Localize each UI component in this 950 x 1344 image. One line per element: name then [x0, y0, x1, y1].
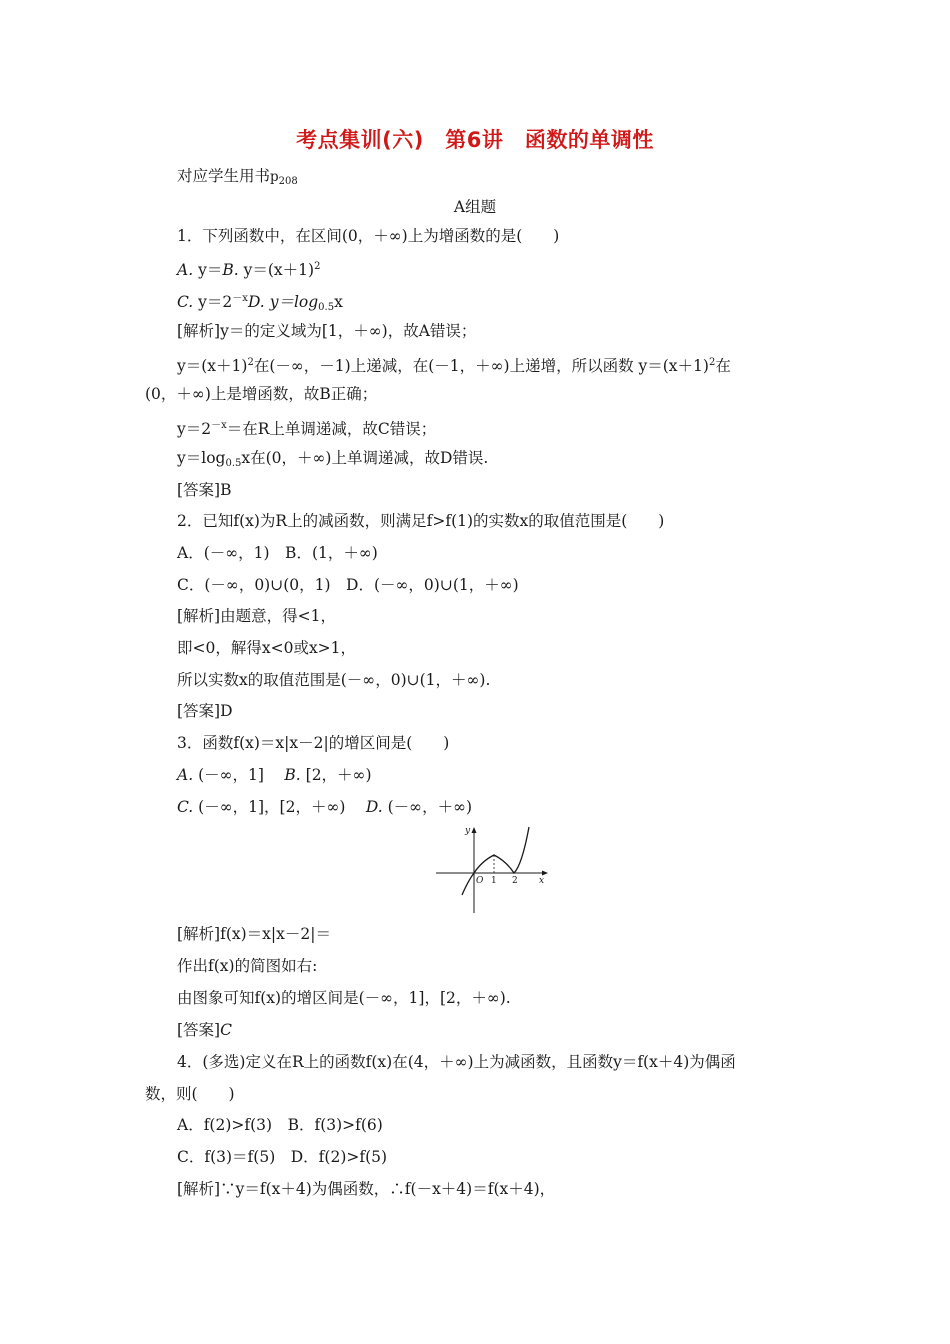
graph-y-label: y: [465, 826, 471, 836]
q1-opt-c-sup: －x: [232, 293, 248, 304]
q3-opt-a-text: (－∞，1]: [198, 766, 264, 784]
q4-analysis-1: [解析]∵y＝f(x＋4)为偶函数，∴f(－x＋4)＝f(x＋4)，: [177, 1180, 556, 1198]
q1-analysis-2-sup1: 2: [247, 357, 254, 368]
q3-opt-a-label: A.: [177, 766, 194, 784]
q1-opt-a-label: A.: [177, 261, 194, 279]
q2-options-ab: A．(－∞，1) B．(1，＋∞): [177, 544, 378, 562]
q3-analysis-3: 由图象可知f(x)的增区间是(－∞，1]，[2，＋∞).: [177, 989, 511, 1007]
q3-options-cd: [177, 796, 472, 818]
q1-opt-a-text: y＝: [198, 261, 223, 279]
q3-opt-b-text: [2，＋∞): [305, 766, 372, 784]
q1-answer: [答案]B: [177, 481, 232, 499]
q1-opt-c-text: y＝2: [198, 293, 233, 311]
q2-analysis-2: 即<0，解得x<0或x>1，: [177, 639, 357, 657]
q3-opt-b-label: B.: [284, 766, 301, 784]
q1-opt-d-tail: x: [334, 293, 343, 311]
header-note: [177, 165, 298, 193]
q2-answer: [答案]D: [177, 702, 233, 720]
q1-opt-b-text: y＝(x＋1): [243, 261, 315, 279]
q1-analysis-4-sup: －x: [211, 420, 227, 431]
q4-options-ab: A．f(2)>f(3) B．f(3)>f(6): [177, 1116, 383, 1134]
q1-analysis-5a: y＝log: [177, 449, 226, 467]
q1-analysis-1: [解析]y＝的定义域为[1，＋∞)，故A错误；: [177, 322, 477, 340]
q2-analysis-1: [解析]由题意，得<1，: [177, 607, 336, 625]
q3-opt-c-label: C.: [177, 798, 194, 816]
header-page: p: [270, 169, 279, 185]
q1-analysis-5b: x在(0，＋∞)上单调递减，故D错误.: [241, 449, 489, 467]
graph-tick-1: 1: [491, 876, 497, 886]
q1-analysis-3: (0，＋∞)上是增函数，故B正确；: [145, 385, 378, 403]
q3-options-ab: [177, 764, 372, 786]
header-note-text: 对应学生用书: [177, 167, 271, 185]
q1-analysis-5-sub: 0.5: [225, 458, 242, 469]
q3-analysis-2: 作出f(x)的简图如右:: [177, 957, 318, 975]
q4-stem-2: 数，则( ): [145, 1085, 235, 1103]
q1-analysis-2: [177, 352, 731, 377]
q3-answer-value: C: [220, 1021, 232, 1039]
q4-options-cd: C．f(3)＝f(5) D．f(2)>f(5): [177, 1148, 388, 1166]
q1-opt-d-label: D.: [247, 293, 265, 311]
q4-stem-1: 4．(多选)定义在R上的函数f(x)在(4，＋∞)上为减函数，且函数y＝f(x＋4)为偶函: [177, 1053, 736, 1071]
q1-analysis-2-sup2: 2: [708, 357, 716, 368]
q1-options-cd: [177, 288, 343, 319]
q1-analysis-4a: y＝2: [177, 420, 212, 438]
q1-analysis-4: [177, 415, 436, 440]
q1-opt-d-text: y＝log: [269, 293, 319, 311]
function-graph: [432, 823, 552, 915]
group-label: A组题: [453, 198, 497, 216]
graph-x-label: x: [539, 876, 545, 886]
q3-answer: [177, 1019, 232, 1041]
y-axis-arrow: [472, 827, 477, 833]
q1-opt-d-sub: 0.5: [318, 302, 335, 313]
graph-origin-label: O: [476, 876, 484, 886]
q1-analysis-5: [177, 447, 488, 475]
q1-analysis-2b: 在(－∞，－1)上递减，在(－1，＋∞)上递增，所以函数 y＝(x＋1): [253, 357, 709, 375]
q2-stem: 2．已知f(x)为R上的减函数，则满足f>f(1)的实数x的取值范围是( ): [177, 512, 665, 530]
q1-opt-c-label: C.: [177, 293, 194, 311]
q1-opt-b-label: B.: [222, 261, 239, 279]
header-page-num: 208: [278, 176, 298, 187]
q1-stem: 1．下列函数中，在区间(0，＋∞)上为增函数的是( ): [177, 227, 560, 245]
q3-answer-prefix: [答案]: [177, 1021, 221, 1039]
q3-opt-d-label: D.: [365, 798, 383, 816]
graph-tick-2: 2: [512, 876, 518, 886]
q1-options-ab: [177, 256, 320, 281]
q2-options-cd: C．(－∞，0)∪(0，1) D．(－∞，0)∪(1，＋∞): [177, 576, 519, 594]
q1-analysis-4b: ＝在R上单调递减，故C错误；: [226, 420, 437, 438]
q2-analysis-3: 所以实数x的取值范围是(－∞，0)∪(1，＋∞).: [177, 671, 491, 689]
q1-opt-b-sup: 2: [314, 261, 321, 272]
q3-opt-c-text: (－∞，1]，[2，＋∞): [198, 798, 346, 816]
q1-analysis-2a: y＝(x＋1): [177, 357, 248, 375]
q3-analysis-1: [解析]f(x)＝x|x－2|＝: [177, 925, 331, 943]
q3-opt-d-text: (－∞，＋∞): [387, 798, 473, 816]
q1-analysis-2c: 在: [715, 357, 731, 375]
x-axis-arrow: [542, 871, 548, 876]
page-title: 考点集训(六) 第6讲 函数的单调性: [296, 128, 654, 152]
q3-stem: 3．函数f(x)＝x|x－2|的增区间是( ): [177, 734, 450, 752]
